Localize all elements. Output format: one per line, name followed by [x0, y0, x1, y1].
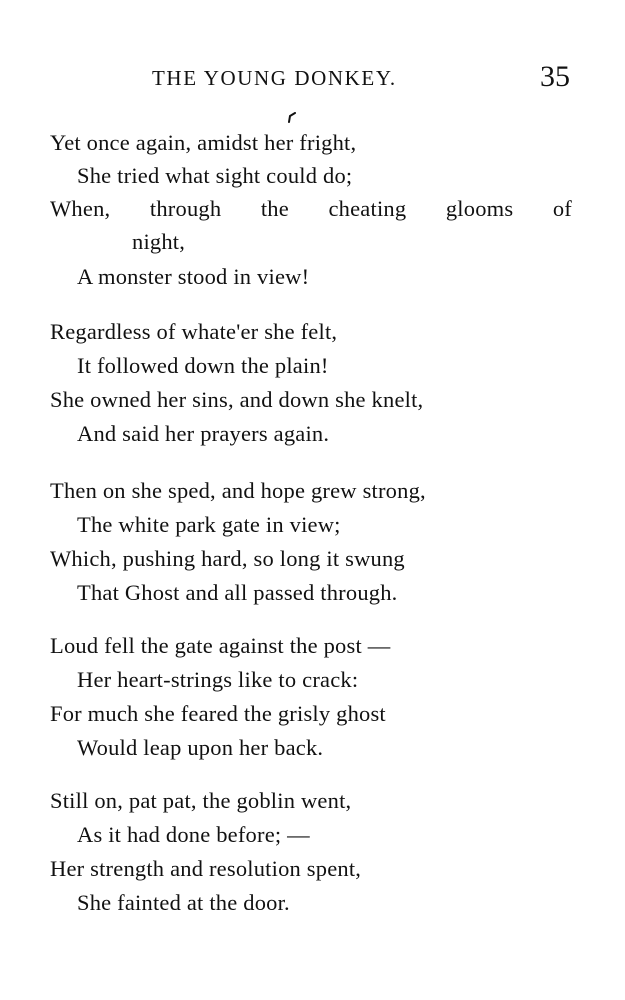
poem-line: Regardless of whate'er she felt, — [50, 319, 338, 344]
poem-line: Yet once again, amidst her fright, — [50, 130, 357, 155]
poem-line: As it had done before; — — [77, 822, 310, 847]
poem-line: It followed down the plain! — [77, 353, 329, 378]
poem-line: Then on she sped, and hope grew strong, — [50, 478, 426, 503]
ink-tick-mark — [287, 112, 297, 124]
poem-line: And said her prayers again. — [77, 421, 330, 446]
poem-line: Her strength and resolution spent, — [50, 856, 362, 881]
running-title: THE YOUNG DONKEY. — [152, 66, 397, 90]
poem-line: Would leap upon her back. — [77, 735, 324, 760]
poem-line: Loud fell the gate against the post — — [50, 633, 391, 658]
poem-line: night, — [132, 229, 186, 254]
poem-line: The white park gate in view; — [77, 512, 341, 537]
poem-line: A monster stood in view! — [77, 264, 310, 289]
poem-line: When, through the cheating glooms of — [50, 196, 572, 221]
poem-line: She tried what sight could do; — [77, 163, 353, 188]
poem-line: Her heart-strings like to crack: — [77, 667, 359, 692]
page-number: 35 — [540, 60, 570, 93]
poem-line: That Ghost and all passed through. — [77, 580, 398, 605]
poem-line: Which, pushing hard, so long it swung — [50, 546, 405, 571]
poem-line: She fainted at the door. — [77, 890, 290, 915]
running-head — [0, 62, 625, 98]
poem-line: She owned her sins, and down she knelt, — [50, 387, 424, 412]
poem-line: Still on, pat pat, the goblin went, — [50, 788, 352, 813]
poem-line: For much she feared the grisly ghost — [50, 701, 386, 726]
